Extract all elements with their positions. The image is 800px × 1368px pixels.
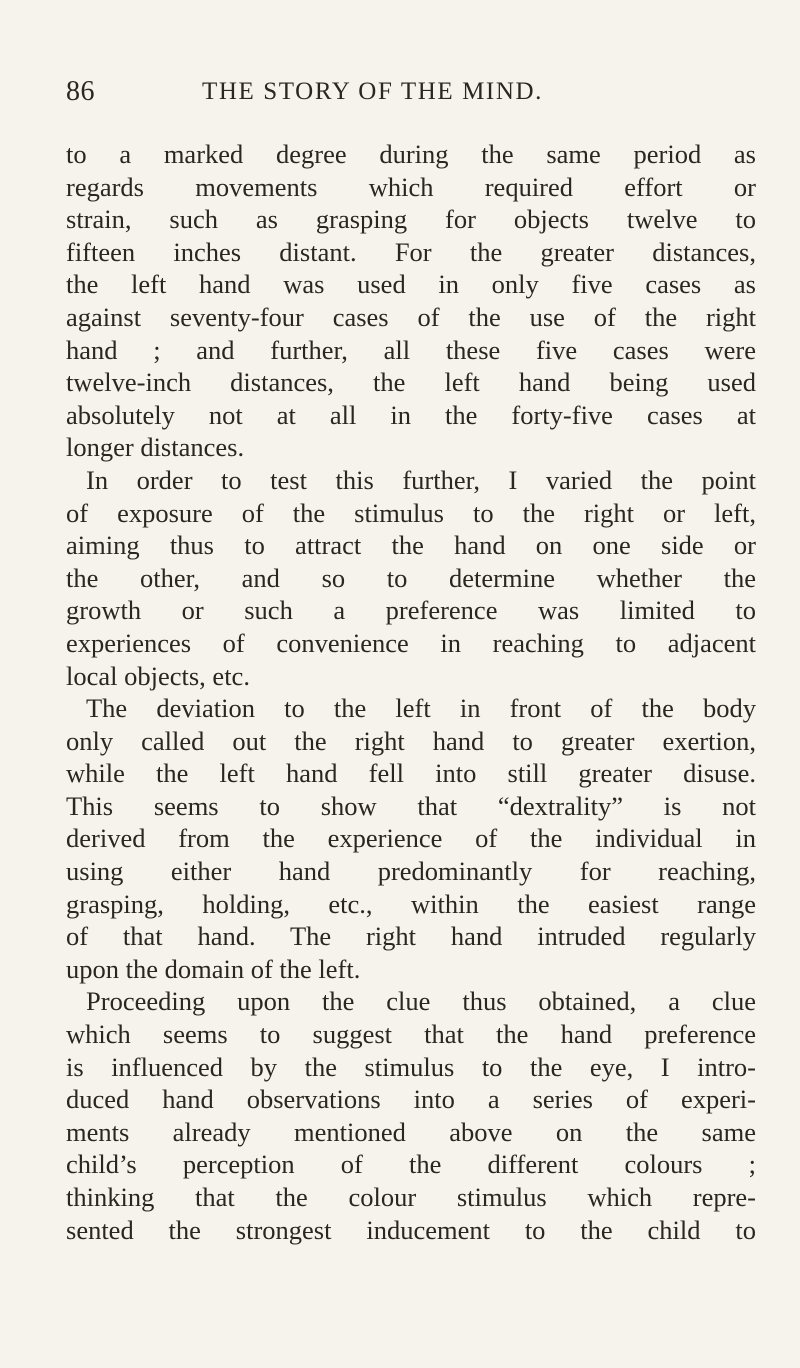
text-line: using either hand predominantly for reaching, <box>66 856 756 887</box>
text-line: twelve-inch distances, the left hand being used <box>66 367 756 398</box>
text-line: thinking that the colour stimulus which repre- <box>66 1182 756 1212</box>
text-line: the other, and so to determine whether the <box>66 562 756 593</box>
text-line: against seventy-four cases of the use of the right <box>66 301 756 332</box>
text-line: This seems to show that “dextrality” is not <box>66 790 756 821</box>
text-line: longer distances. <box>66 432 245 463</box>
text-line: is influenced by the stimulus to the eye, I intro- <box>66 1051 756 1082</box>
running-title: THE STORY OF THE MIND. <box>202 78 544 105</box>
text-line: of that hand. The right hand intruded regularly <box>66 921 756 952</box>
text-line: aiming thus to attract the hand on one side or <box>66 530 756 561</box>
body-text <box>66 138 756 1246</box>
text-line: The deviation to the left in front of the body <box>86 693 756 724</box>
text-line: local objects, etc. <box>66 660 250 691</box>
text-line: growth or such a preference was limited to <box>66 595 756 626</box>
text-line: which seems to suggest that the hand preference <box>66 1019 756 1050</box>
text-line: of exposure of the stimulus to the right or left, <box>66 497 756 528</box>
page-number: 86 <box>66 76 95 107</box>
text-line: child’s perception of the different colours ; <box>66 1149 756 1180</box>
text-line: while the left hand fell into still greater disuse. <box>66 758 756 789</box>
text-line: the left hand was used in only five cases as <box>66 269 756 300</box>
text-line: strain, such as grasping for objects twelve to <box>66 204 756 235</box>
text-line: duced hand observations into a series of experi- <box>66 1084 756 1115</box>
text-line: In order to test this further, I varied the point <box>86 464 756 495</box>
page-header <box>66 76 756 116</box>
text-line: derived from the experience of the individual in <box>66 823 756 854</box>
text-line: experiences of convenience in reaching to adjacent <box>66 627 756 658</box>
text-line: Proceeding upon the clue thus obtained, a clue <box>86 986 756 1017</box>
text-line: ments already mentioned above on the same <box>66 1116 756 1147</box>
text-line: absolutely not at all in the forty-five cases at <box>66 399 756 430</box>
text-line: upon the domain of the left. <box>66 953 361 984</box>
text-line: regards movements which required effort or <box>66 171 756 202</box>
text-line: grasping, holding, etc., within the easiest range <box>66 888 756 919</box>
text-line: to a marked degree during the same period as <box>66 139 756 169</box>
text-line: hand ; and further, all these five cases were <box>66 334 756 365</box>
text-line: only called out the right hand to greater exertion, <box>66 725 756 756</box>
text-line: sented the strongest inducement to the child to <box>66 1214 756 1245</box>
text-line: fifteen inches distant. For the greater distances, <box>66 236 756 267</box>
